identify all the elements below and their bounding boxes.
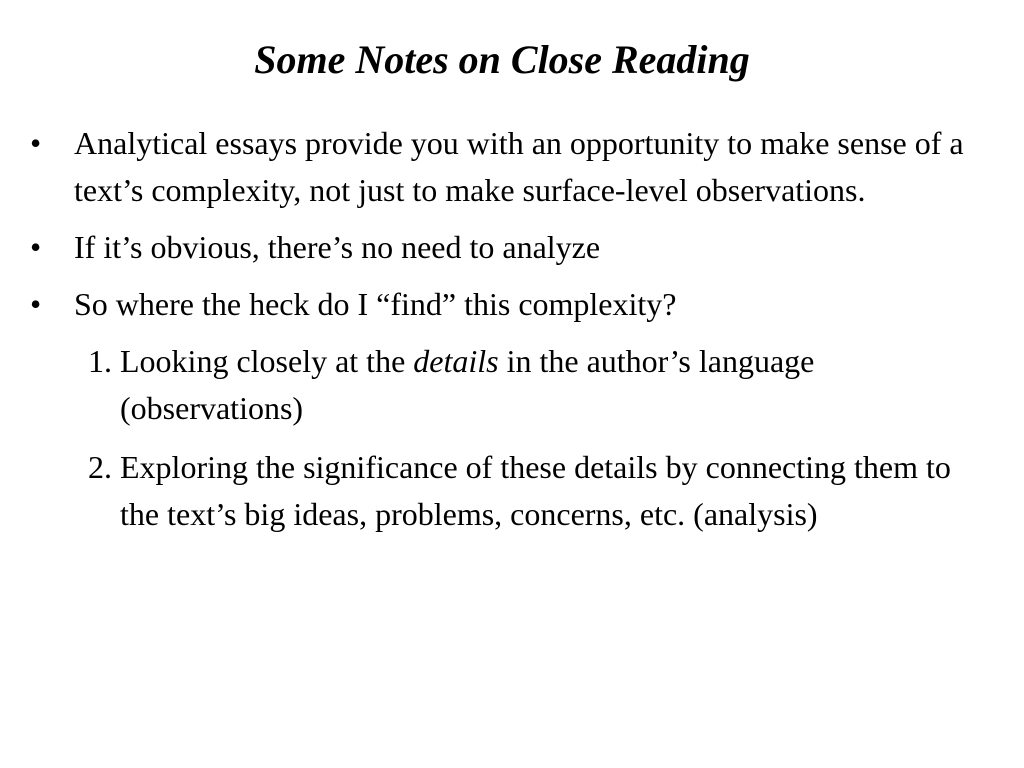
slide-title: Some Notes on Close Reading <box>254 37 750 82</box>
bullet-item <box>0 224 1024 271</box>
bullet-item <box>0 120 1024 214</box>
step-number: 1. <box>88 343 112 379</box>
bullet-item <box>0 281 1024 328</box>
bullet-marker: • <box>30 125 42 161</box>
step-text-after: in the author’s language (observations) <box>120 343 815 426</box>
numbered-step <box>0 444 1024 538</box>
step-text: Exploring the significance of these details by connecting them to the text’s big ideas, problems, concerns, etc. (analysis) <box>120 449 951 532</box>
step-text-before: Looking closely at the <box>120 343 414 379</box>
bullet-text: If it’s obvious, there’s no need to analyze <box>74 229 601 265</box>
numbered-step <box>0 338 1024 432</box>
step-emphasis: details <box>413 343 499 379</box>
bullet-list <box>0 120 1024 550</box>
bullet-text: So where the heck do I “find” this complexity? <box>74 286 677 322</box>
bullet-text: Analytical essays provide you with an opportunity to make sense of a text’s complexity, not just to make surface-level observations. <box>74 125 964 208</box>
step-number: 2. <box>88 449 112 485</box>
bullet-marker: • <box>30 229 42 265</box>
bullet-marker: • <box>30 286 42 322</box>
